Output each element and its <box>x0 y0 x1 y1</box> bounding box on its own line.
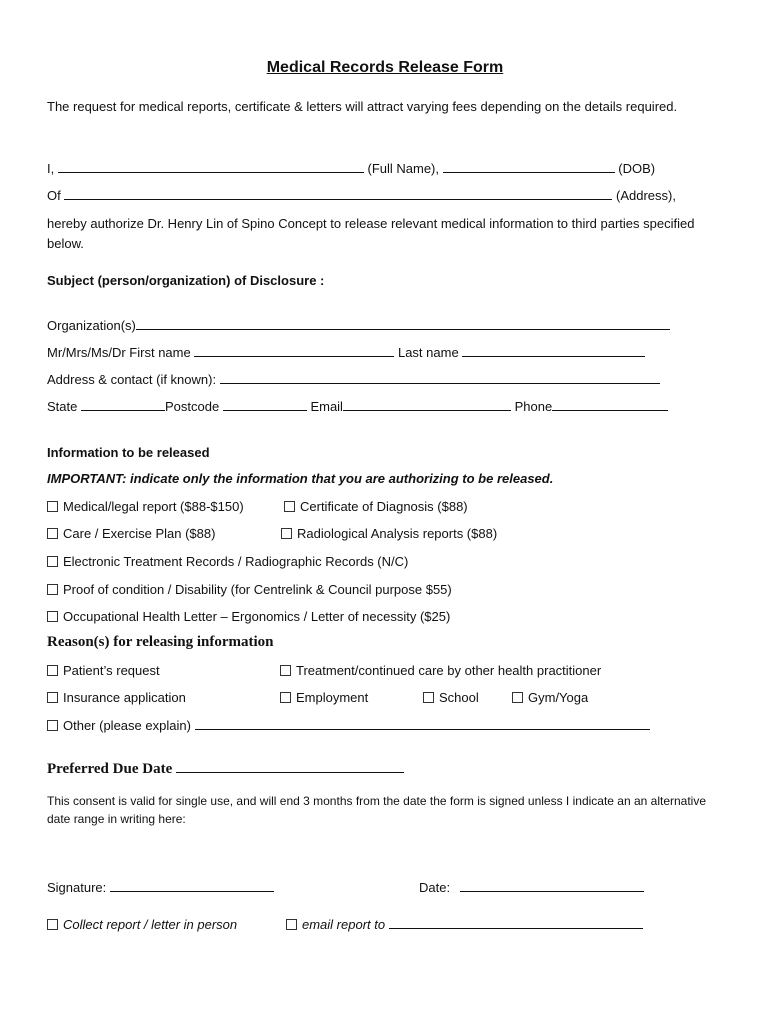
checkbox[interactable] <box>284 501 295 512</box>
checkbox[interactable] <box>47 720 58 731</box>
phone-field[interactable] <box>552 398 668 411</box>
checkbox[interactable] <box>280 692 291 703</box>
consent-text: This consent is valid for single use, and will end 3 months from the date the form is signed unless I indicate an an alternative date range in writing here: <box>47 794 707 826</box>
email-label: Email <box>310 399 343 414</box>
due-date-row <box>47 760 404 778</box>
checkbox[interactable] <box>47 501 58 512</box>
dob-field[interactable] <box>443 160 615 173</box>
info-option-certificate[interactable]: Certificate of Diagnosis ($88) <box>284 499 468 514</box>
postcode-label: Postcode <box>164 399 220 414</box>
address-contact-field[interactable] <box>220 371 660 384</box>
other-explain-field[interactable] <box>195 717 650 730</box>
full-name-row <box>47 160 655 176</box>
organization-field[interactable] <box>136 317 670 330</box>
checkbox[interactable] <box>47 692 58 703</box>
last-name-label: Last name <box>397 345 459 360</box>
checkbox[interactable] <box>47 584 58 595</box>
phone-label: Phone <box>514 399 553 414</box>
delivery-row <box>47 916 643 932</box>
reason-other[interactable]: Other (please explain) <box>47 718 191 733</box>
collect-in-person-option[interactable]: Collect report / letter in person <box>47 917 286 932</box>
name-detail-row <box>47 344 645 360</box>
checkbox[interactable] <box>286 919 297 930</box>
checkbox[interactable] <box>47 611 58 622</box>
signature-label: Signature: <box>47 880 107 895</box>
full-name-field[interactable] <box>58 160 364 173</box>
info-option-medical-legal[interactable]: Medical/legal report ($88-$150) <box>47 499 284 514</box>
organization-label: Organization(s) <box>47 318 136 333</box>
signature-row <box>47 879 274 895</box>
info-options-row-1 <box>47 499 468 514</box>
reason-employment[interactable]: Employment <box>280 690 423 705</box>
reason-patient-request[interactable]: Patient’s request <box>47 663 280 678</box>
address-contact-row <box>47 371 660 387</box>
checkbox[interactable] <box>47 665 58 676</box>
due-date-label: Preferred Due Date <box>47 761 173 777</box>
full-name-label: (Full Name), <box>367 161 439 176</box>
info-options-row-2 <box>47 526 497 541</box>
last-name-field[interactable] <box>462 344 645 357</box>
info-option-occupational-letter[interactable]: Occupational Health Letter – Ergonomics / Letter of necessity ($25) <box>47 609 450 624</box>
checkbox[interactable] <box>47 556 58 567</box>
intro-text: The request for medical reports, certificate & letters will attract varying fees depending on the details required. <box>47 99 678 114</box>
info-option-electronic-records[interactable]: Electronic Treatment Records / Radiographic Records (N/C) <box>47 554 408 569</box>
info-heading: Information to be released <box>47 445 210 460</box>
checkbox[interactable] <box>281 528 292 539</box>
organization-row <box>47 317 670 333</box>
form-title: Medical Records Release Form <box>266 59 504 76</box>
checkbox[interactable] <box>423 692 434 703</box>
address-label: (Address), <box>615 188 676 203</box>
address-field[interactable] <box>64 187 612 200</box>
checkbox[interactable] <box>280 665 291 676</box>
subject-heading: Subject (person/organization) of Disclosure : <box>47 273 325 288</box>
reason-gym-yoga[interactable]: Gym/Yoga <box>512 690 588 705</box>
state-field[interactable] <box>81 398 165 411</box>
state-postcode-row <box>47 398 668 414</box>
important-note: IMPORTANT: indicate only the information that you are authorizing to be released. <box>47 471 554 486</box>
email-report-option[interactable]: email report to <box>286 917 385 932</box>
signature-field[interactable] <box>110 879 274 892</box>
reason-row-2 <box>47 690 588 705</box>
state-label: State <box>47 399 78 414</box>
checkbox[interactable] <box>47 919 58 930</box>
reason-other-row <box>47 717 650 733</box>
address-prefix: Of <box>47 188 61 203</box>
checkbox[interactable] <box>512 692 523 703</box>
email-report-field[interactable] <box>389 916 643 929</box>
info-option-proof-condition[interactable]: Proof of condition / Disability (for Centrelink & Council purpose $55) <box>47 582 452 597</box>
checkbox[interactable] <box>47 528 58 539</box>
date-field[interactable] <box>460 879 644 892</box>
address-contact-label: Address & contact (if known): <box>47 372 217 387</box>
first-name-label: Mr/Mrs/Ms/Dr First name <box>47 345 191 360</box>
date-label: Date: <box>419 880 451 895</box>
reason-row-1 <box>47 663 601 678</box>
reason-school[interactable]: School <box>423 690 512 705</box>
postcode-field[interactable] <box>223 398 307 411</box>
authorize-text: hereby authorize Dr. Henry Lin of Spino Concept to release relevant medical information to third parties specified below. <box>47 216 695 251</box>
info-option-care-plan[interactable]: Care / Exercise Plan ($88) <box>47 526 281 541</box>
name-prefix: I, <box>47 161 55 176</box>
info-option-radiological[interactable]: Radiological Analysis reports ($88) <box>281 526 497 541</box>
first-name-field[interactable] <box>194 344 394 357</box>
due-date-field[interactable] <box>176 760 404 773</box>
reason-insurance[interactable]: Insurance application <box>47 690 280 705</box>
reason-treatment[interactable]: Treatment/continued care by other health practitioner <box>280 663 601 678</box>
date-row <box>419 879 644 895</box>
address-row <box>47 187 676 203</box>
dob-label: (DOB) <box>618 161 656 176</box>
email-field[interactable] <box>343 398 511 411</box>
reasons-heading: Reason(s) for releasing information <box>47 634 274 650</box>
